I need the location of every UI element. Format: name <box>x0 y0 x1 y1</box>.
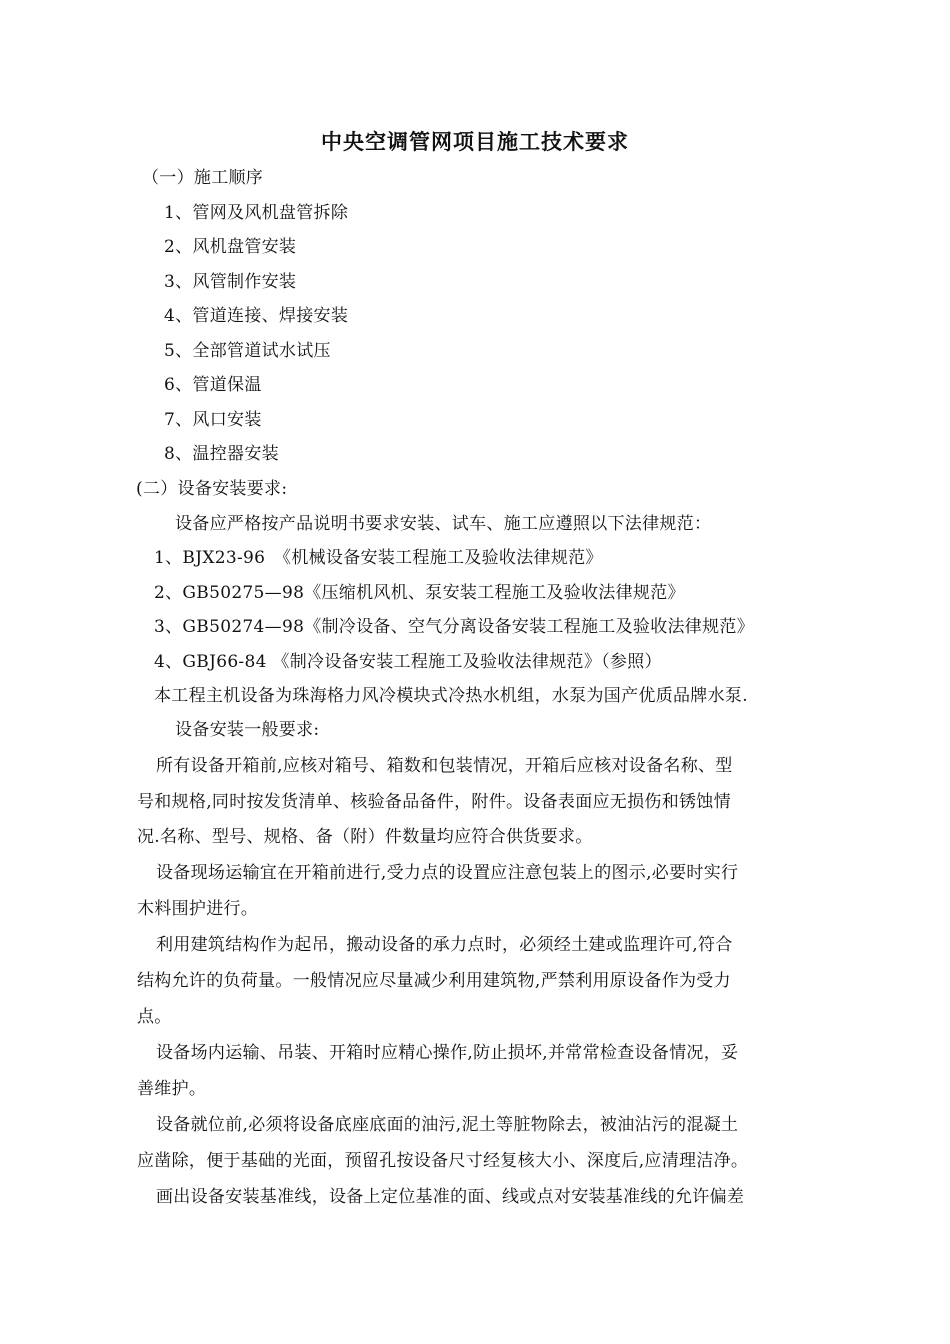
list-item: 4、管道连接、焊接安装 <box>164 306 349 326</box>
paragraph-line: 点。 <box>137 1007 172 1027</box>
document-title: 中央空调管网项目施工技术要求 <box>321 130 629 154</box>
standard-item: 1、BJX23-96 《机械设备安装工程施工及验收法律规范》 <box>154 548 603 568</box>
section2-heading: (二）设备安装要求: <box>136 479 288 499</box>
paragraph-line: 画出设备安装基准线，设备上定位基准的面、线或点对安装基准线的允许偏差 <box>156 1187 745 1207</box>
standard-item: 4、GBJ66-84 《制冷设备安装工程施工及验收法律规范》（参照） <box>154 652 662 672</box>
paragraph-line: 设备就位前,必须将设备底座底面的油污,泥土等脏物除去，被油沾污的混凝土 <box>156 1115 739 1135</box>
list-item: 1、管网及风机盘管拆除 <box>164 203 349 223</box>
list-item: 5、全部管道试水试压 <box>164 341 331 361</box>
section1-heading: （一）施工顺序 <box>142 168 264 188</box>
paragraph-line: 况.名称、型号、规格、备（附）件数量均应符合供货要求。 <box>137 827 593 847</box>
paragraph-line: 设备场内运输、吊装、开箱时应精心操作,防止损坏,并常常检查设备情况，妥 <box>156 1043 739 1063</box>
paragraph-line: 善维护。 <box>137 1079 207 1099</box>
list-item: 6、管道保温 <box>164 375 262 395</box>
list-item: 7、风口安装 <box>164 410 262 430</box>
paragraph-line: 结构允许的负荷量。一般情况应尽量减少利用建筑物,严禁利用原设备作为受力 <box>137 971 731 991</box>
list-item: 8、温控器安装 <box>164 444 279 464</box>
paragraph-line: 木料围护进行。 <box>137 899 259 919</box>
paragraph-line: 利用建筑结构作为起吊，搬动设备的承力点时，必须经土建或监理许可,符合 <box>156 935 733 955</box>
paragraph-line: 号和规格,同时按发货清单、核验备品备件，附件。设备表面应无损伤和锈蚀情 <box>137 792 731 812</box>
list-item: 2、风机盘管安装 <box>164 237 297 257</box>
paragraph-line: 应凿除，便于基础的光面，预留孔按设备尺寸经复核大小、深度后,应清理洁净。 <box>137 1151 749 1171</box>
list-item: 3、风管制作安装 <box>164 272 297 292</box>
standard-item: 3、GB50274—98《制冷设备、空气分离设备安装工程施工及验收法律规范》 <box>154 617 754 637</box>
general-requirements-heading: 设备安装一般要求: <box>175 720 320 740</box>
section2-intro: 设备应严格按产品说明书要求安装、试车、施工应遵照以下法律规范： <box>175 514 712 534</box>
main-equipment-text: 本工程主机设备为珠海格力风冷模块式冷热水机组，水泵为国产优质品牌水泵. <box>154 686 748 706</box>
paragraph-line: 设备现场运输宜在开箱前进行,受力点的设置应注意包装上的图示,必要时实行 <box>156 863 739 883</box>
paragraph-line: 所有设备开箱前,应核对箱号、箱数和包装情况，开箱后应核对设备名称、型 <box>156 756 733 776</box>
standard-item: 2、GB50275—98《压缩机风机、泵安装工程施工及验收法律规范》 <box>154 583 685 603</box>
